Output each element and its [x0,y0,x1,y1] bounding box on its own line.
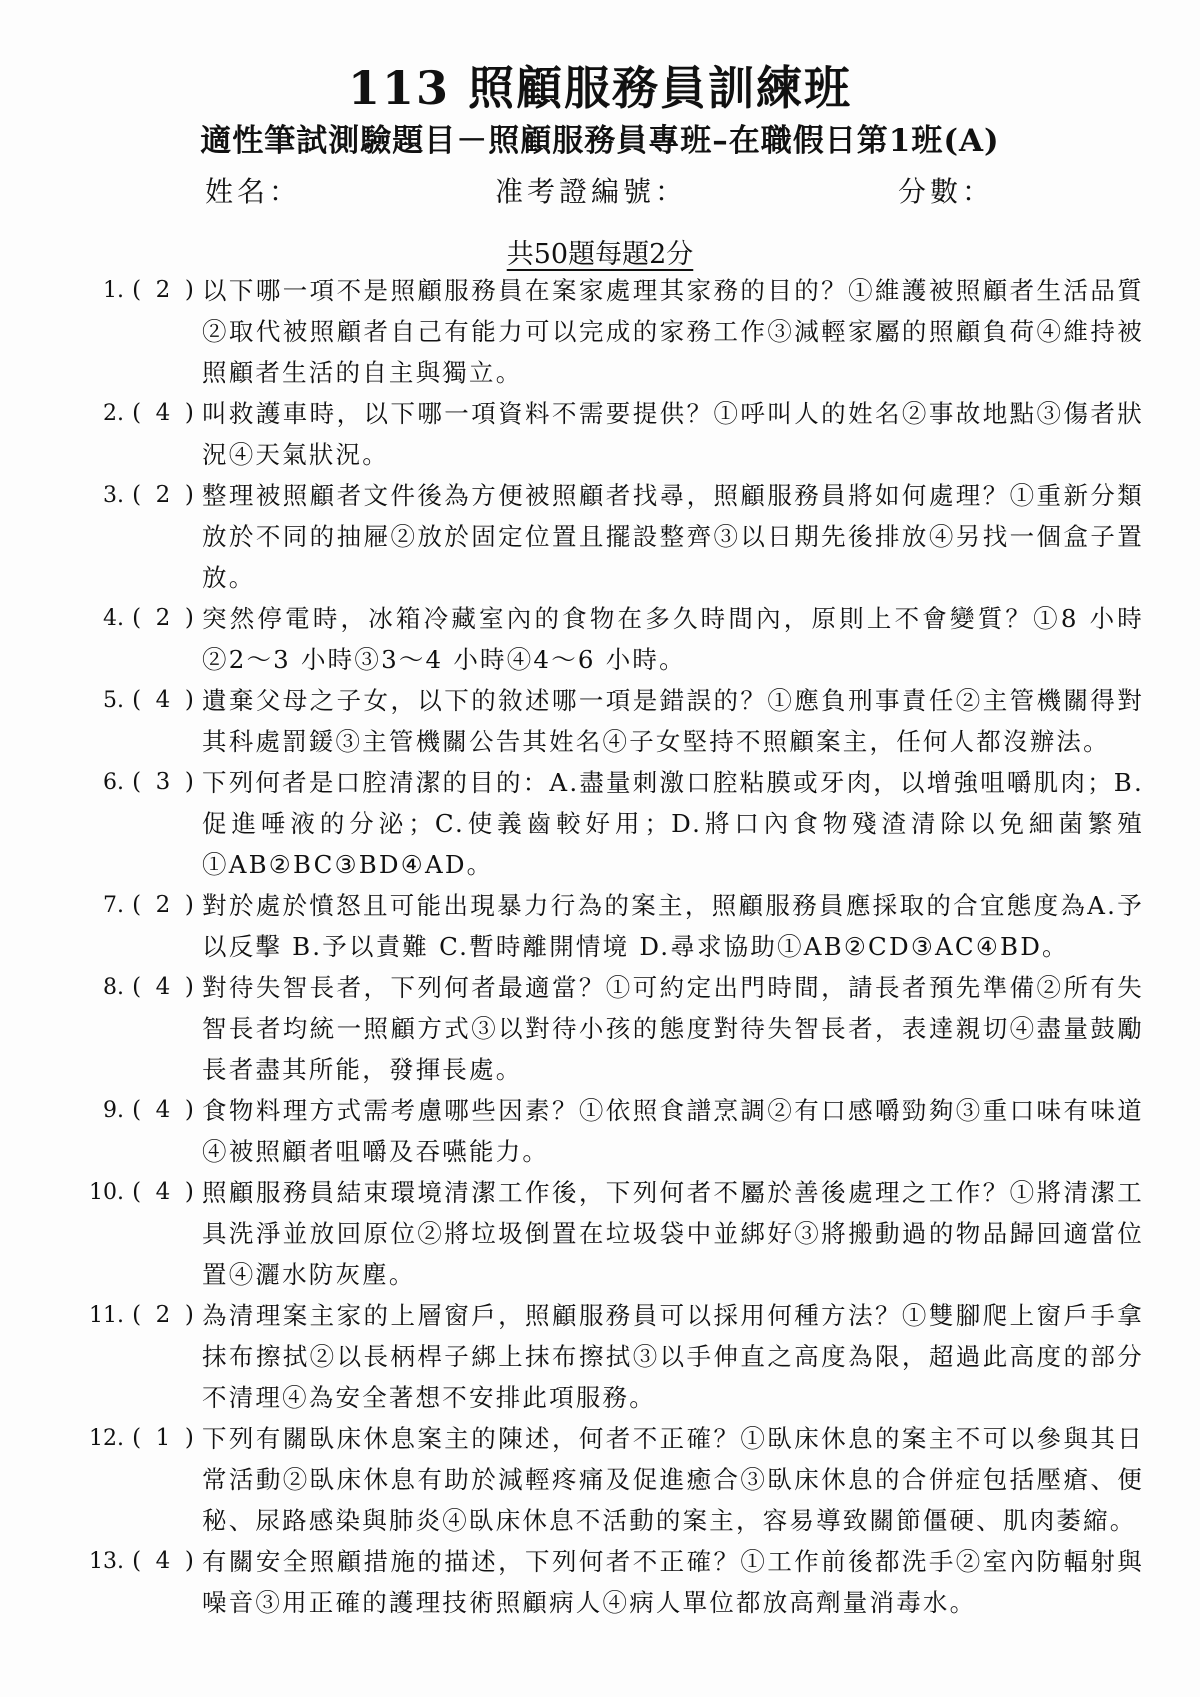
question-item [64,1172,1144,1295]
question-text: 下列何者是口腔清潔的目的：A.盡量刺激口腔粘膜或牙肉，以增強咀嚼肌肉；B.促進唾液的分泌；C.使義齒較好用；D.將口內食物殘渣清除以免細菌繁殖①AB②BC③BD④AD。 [202,768,1144,879]
question-text: 叫救護車時，以下哪一項資料不需要提供？①呼叫人的姓名②事故地點③傷者狀況④天氣狀況。 [202,399,1144,469]
name-label: 姓名： [205,175,302,208]
question-item [64,680,1144,762]
question-number: 1. [103,278,124,303]
question-text: 對待失智長者，下列何者最適當？①可約定出門時間，請長者預先準備②所有失智長者均統一照顧方式③以對待小孩的態度對待失智長者，表達親切④盡量鼓勵長者盡其所能，發揮長處。 [202,973,1144,1084]
question-item [64,393,1144,475]
question-number: 11. [89,1303,124,1328]
question-number: 3. [103,483,124,508]
question-text: 有關安全照顧措施的描述，下列何者不正確？①工作前後都洗手②室內防輻射與噪音③用正確的護理技術照顧病人④病人單位都放高劑量消毒水。 [202,1547,1144,1617]
question-text: 照顧服務員結束環境清潔工作後，下列何者不屬於善後處理之工作？①將清潔工具洗淨並放回原位②將垃圾倒置在垃圾袋中並綁好③將搬動過的物品歸回適當位置④灑水防灰塵。 [202,1178,1144,1289]
score-label: 分數： [898,175,995,208]
answer-value: 1 [155,1425,171,1451]
question-text: 整理被照顧者文件後為方便被照顧者找尋，照顧服務員將如何處理？①重新分類放於不同的抽屜②放於固定位置且擺設整齊③以日期先後排放④另找一個盒子置放。 [202,481,1144,592]
question-item [64,762,1144,885]
question-number: 5. [103,688,124,713]
question-answer: ( 4 ) [132,974,194,1000]
question-item [64,1541,1144,1623]
question-answer: ( 2 ) [132,277,194,303]
answer-value: 2 [155,277,171,303]
question-item [64,1418,1144,1541]
question-text: 突然停電時，冰箱冷藏室內的食物在多久時間內，原則上不會變質？①8 小時②2～3 小時③3～4 小時④4～6 小時。 [202,604,1144,674]
answer-value: 4 [155,1548,171,1574]
question-number: 7. [103,893,124,918]
answer-value: 4 [155,687,171,713]
question-item [64,967,1144,1090]
question-number: 6. [103,770,124,795]
question-number: 2. [103,401,124,426]
answer-value: 4 [155,1097,171,1123]
question-item [64,475,1144,598]
question-list [64,270,1144,1623]
answer-value: 4 [155,400,171,426]
question-text: 食物料理方式需考慮哪些因素？①依照食譜烹調②有口感嚼勁夠③重口味有味道④被照顧者咀嚼及吞嚥能力。 [202,1096,1144,1166]
question-number: 8. [103,975,124,1000]
question-number: 13. [89,1549,124,1574]
question-text: 下列有關臥床休息案主的陳述，何者不正確？①臥床休息的案主不可以參與其日常活動②臥床休息有助於減輕疼痛及促進癒合③臥床休息的合併症包括壓瘡、便秘、尿路感染與肺炎④臥床休息不活動的案主，容易導致關節僵硬、肌肉萎縮。 [202,1424,1144,1535]
exam-id-label: 准考證編號： [495,175,688,208]
question-answer: ( 4 ) [132,687,194,713]
answer-value: 2 [155,482,171,508]
question-number: 9. [103,1098,124,1123]
question-text: 對於處於憤怒且可能出現暴力行為的案主，照顧服務員應採取的合宜態度為A.予以反擊 B.予以責難 C.暫時離開情境 D.尋求協助①AB②CD③AC④BD。 [202,891,1144,961]
answer-value: 4 [155,974,171,1000]
question-text: 為清理案主家的上層窗戶，照顧服務員可以採用何種方法？①雙腳爬上窗戶手拿抹布擦拭②以長柄桿子綁上抹布擦拭③以手伸直之高度為限，超過此高度的部分不清理④為安全著想不安排此項服務。 [202,1301,1144,1412]
question-item [64,1295,1144,1418]
question-answer: ( 4 ) [132,1548,194,1574]
question-item [64,598,1144,680]
question-answer: ( 2 ) [132,482,194,508]
answer-value: 2 [155,892,171,918]
question-answer: ( 4 ) [132,1179,194,1205]
question-answer: ( 2 ) [132,1302,194,1328]
answer-value: 2 [155,605,171,631]
question-answer: ( 2 ) [132,605,194,631]
question-item [64,885,1144,967]
question-item [64,270,1144,393]
question-answer: ( 4 ) [132,400,194,426]
answer-value: 4 [155,1179,171,1205]
question-number: 12. [89,1426,124,1451]
question-answer: ( 4 ) [132,1097,194,1123]
section-note: 共50題每題2分 [506,239,694,270]
question-answer: ( 1 ) [132,1425,194,1451]
question-item [64,1090,1144,1172]
question-answer: ( 3 ) [132,769,194,795]
question-text: 以下哪一項不是照顧服務員在案家處理其家務的目的？①維護被照顧者生活品質②取代被照顧者自己有能力可以完成的家務工作③減輕家屬的照顧負荷④維持被照顧者生活的自主與獨立。 [202,276,1144,387]
page-title: 113 照顧服務員訓練班 [347,61,853,115]
question-text: 遺棄父母之子女，以下的敘述哪一項是錯誤的？①應負刑事責任②主管機關得對其科處罰鍰③主管機關公告其姓名④子女堅持不照顧案主，任何人都沒辦法。 [202,686,1144,756]
question-number: 10. [89,1180,124,1205]
question-answer: ( 2 ) [132,892,194,918]
answer-value: 2 [155,1302,171,1328]
question-number: 4. [103,606,124,631]
answer-value: 3 [155,769,171,795]
page-subtitle: 適性筆試測驗題目－照顧服務員專班–在職假日第1班(A) [200,123,1000,159]
